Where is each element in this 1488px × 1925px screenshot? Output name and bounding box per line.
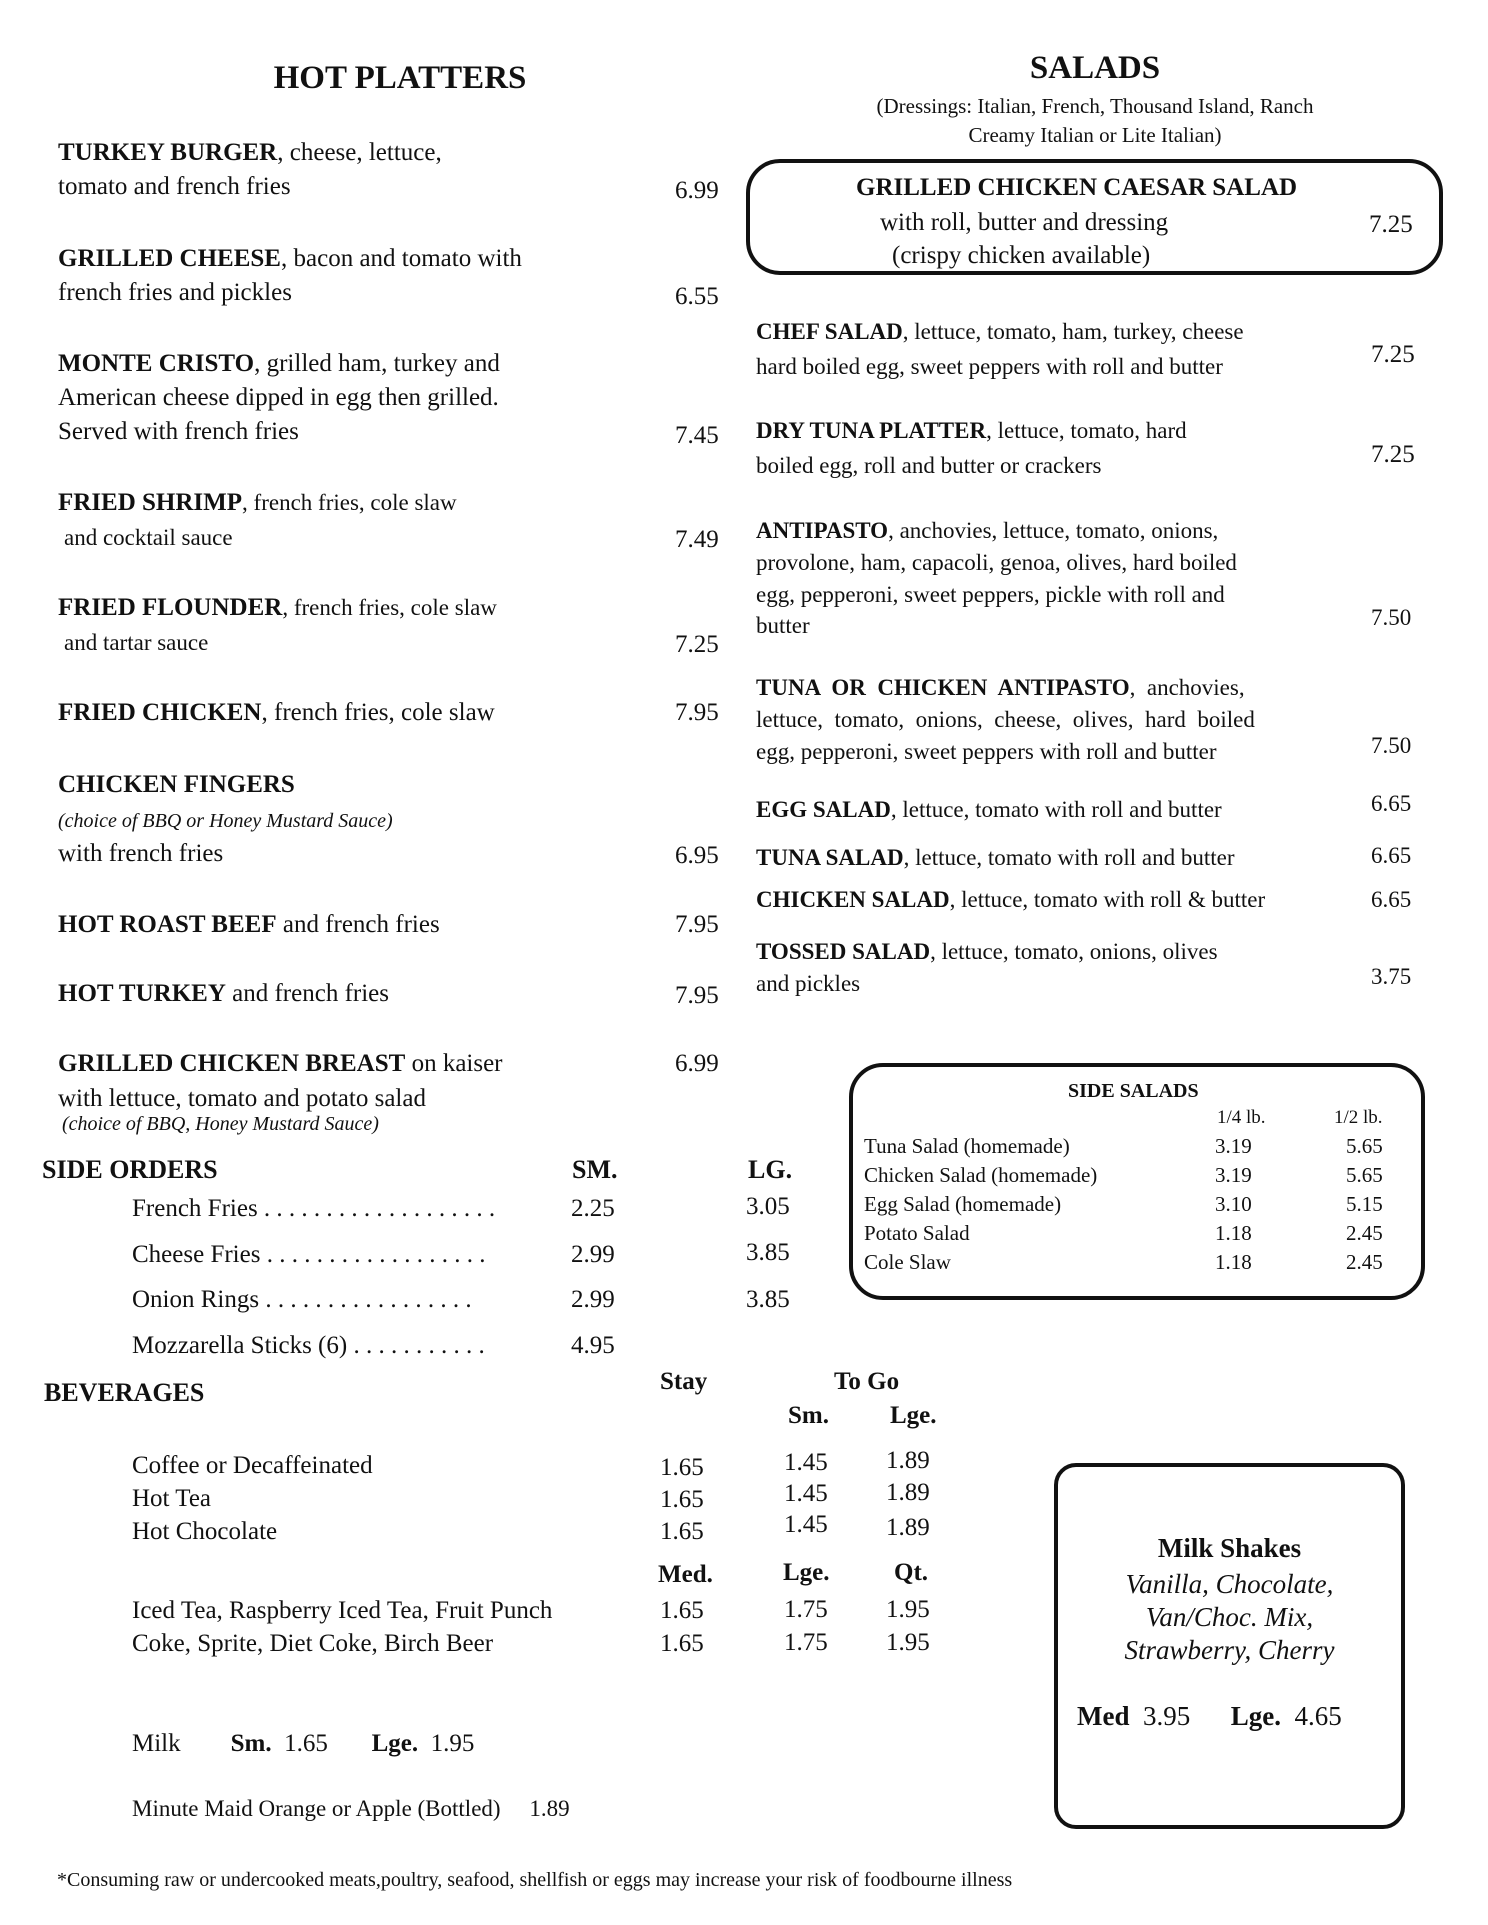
beverage-lge-price: 1.75	[784, 1596, 828, 1623]
beverages-lge-label: Lge.	[890, 1402, 937, 1429]
salad-item-desc: hard boiled egg, sweet peppers with roll and butter	[756, 354, 1223, 379]
salad-price: 3.75	[1371, 964, 1412, 989]
salad-price: 7.25	[1371, 441, 1415, 468]
menu-price: 7.45	[675, 422, 719, 449]
menu-price: 7.25	[675, 631, 719, 658]
salad-item: CHICKEN SALAD, lettuce, tomato with roll & butter	[756, 887, 1266, 912]
salad-item-desc: provolone, ham, capacoli, genoa, olives, hard boiled	[756, 550, 1237, 575]
beverage-stay-price: 1.65	[660, 1454, 704, 1481]
beverage-name: Iced Tea, Raspberry Iced Tea, Fruit Punch	[132, 1597, 553, 1624]
menu-item: GRILLED CHEESE, bacon and tomato with	[58, 245, 522, 272]
side-salad-half-price: 2.45	[1346, 1250, 1383, 1274]
milk-shakes-flavors: Van/Choc. Mix,	[1145, 1602, 1314, 1632]
side-salad-quarter-price: 1.18	[1215, 1221, 1252, 1245]
beverage-name: Coffee or Decaffeinated	[132, 1452, 373, 1479]
side-salad-name: Potato Salad	[864, 1221, 970, 1245]
beverage-name: Hot Chocolate	[132, 1518, 278, 1545]
salad-price: 7.25	[1371, 341, 1415, 368]
menu-item-desc: with french fries	[58, 840, 224, 867]
caesar-salad-name: GRILLED CHICKEN CAESAR SALAD	[856, 174, 1298, 201]
menu-item: CHICKEN FINGERS	[58, 771, 295, 798]
menu-item-desc: tomato and french fries	[58, 173, 291, 200]
salad-item-desc: egg, pepperoni, sweet peppers with roll and butter	[756, 739, 1217, 764]
salad-item-desc: egg, pepperoni, sweet peppers, pickle with roll and	[756, 582, 1225, 607]
side-order-name: Onion Rings . . . . . . . . . . . . . . . . .	[132, 1286, 472, 1313]
menu-item-note: (choice of BBQ, Honey Mustard Sauce)	[62, 1113, 379, 1135]
menu-item: FRIED SHRIMP, french fries, cole slaw	[58, 489, 457, 516]
salad-item: CHEF SALAD, lettuce, tomato, ham, turkey, cheese	[756, 319, 1244, 344]
beverage-name: Coke, Sprite, Diet Coke, Birch Beer	[132, 1630, 494, 1657]
hot-platters-heading: HOT PLATTERS	[273, 60, 527, 96]
beverage-sm-price: 1.45	[784, 1449, 828, 1476]
beverages-heading: BEVERAGES	[44, 1378, 205, 1407]
side-salad-quarter-price: 3.19	[1215, 1163, 1252, 1187]
menu-item-desc: Served with french fries	[58, 418, 299, 445]
beverage-name: Hot Tea	[132, 1485, 212, 1512]
caesar-salad-price: 7.25	[1369, 211, 1413, 238]
menu-item: FRIED CHICKEN, french fries, cole slaw	[58, 699, 495, 726]
milk-shakes-heading: Milk Shakes	[1157, 1533, 1302, 1563]
menu-item: TURKEY BURGER, cheese, lettuce,	[58, 139, 442, 166]
side-salad-half-price: 5.65	[1346, 1134, 1383, 1158]
beverage-lge-price: 1.89	[886, 1479, 930, 1506]
salad-item-desc: lettuce, tomato, onions, cheese, olives, hard boiled	[756, 707, 1255, 732]
side-salad-quarter-price: 1.18	[1215, 1250, 1252, 1274]
side-salad-name: Tuna Salad (homemade)	[864, 1134, 1070, 1158]
beverage-lge-price: 1.89	[886, 1447, 930, 1474]
salad-price: 7.50	[1371, 605, 1412, 630]
beverage-sm-price: 1.45	[784, 1511, 828, 1538]
menu-item: HOT ROAST BEEF and french fries	[58, 911, 440, 938]
side-orders-lg-label: LG.	[748, 1155, 793, 1184]
side-salad-half-price: 2.45	[1346, 1221, 1383, 1245]
salad-price: 6.65	[1371, 843, 1412, 868]
menu-item-desc: french fries and pickles	[58, 279, 292, 306]
salad-item: TUNA SALAD, lettuce, tomato with roll and butter	[756, 845, 1235, 870]
milk-shakes-prices: Med 3.95 Lge. 4.65	[1077, 1701, 1342, 1731]
menu-item: HOT TURKEY and french fries	[58, 980, 389, 1007]
dressings-line: Creamy Italian or Lite Italian)	[968, 123, 1222, 147]
side-order-sm-price: 2.25	[571, 1195, 615, 1222]
dressings-line: (Dressings: Italian, French, Thousand Island, Ranch	[876, 94, 1314, 118]
side-order-name: Mozzarella Sticks (6) . . . . . . . . . . .	[132, 1332, 485, 1359]
side-salad-quarter-price: 3.10	[1215, 1192, 1252, 1216]
footer-disclaimer: *Consuming raw or undercooked meats,poultry, seafood, shellfish or eggs may increase your risk of foodbourne illness	[57, 1869, 1013, 1891]
side-orders-heading: SIDE ORDERS	[42, 1155, 218, 1184]
side-salads-half-label: 1/2 lb.	[1334, 1107, 1383, 1128]
menu-item-note: (choice of BBQ or Honey Mustard Sauce)	[58, 810, 393, 832]
side-order-name: Cheese Fries . . . . . . . . . . . . . . . . . .	[132, 1241, 486, 1268]
side-order-lg-price: 3.85	[746, 1286, 790, 1313]
beverages-cold-lge-label: Lge.	[783, 1559, 830, 1586]
caesar-salad-note: (crispy chicken available)	[892, 242, 1151, 269]
menu-price: 7.95	[675, 982, 719, 1009]
side-salads-heading: SIDE SALADS	[1068, 1080, 1199, 1102]
menu-price: 7.95	[675, 699, 719, 726]
side-order-sm-price: 2.99	[571, 1241, 615, 1268]
salad-price: 6.65	[1371, 791, 1412, 816]
side-salad-half-price: 5.15	[1346, 1192, 1383, 1216]
milk-line: Milk Sm. 1.65 Lge. 1.95	[132, 1730, 475, 1757]
beverage-stay-price: 1.65	[660, 1518, 704, 1545]
salad-item-desc: and pickles	[756, 971, 861, 996]
caesar-salad-desc: with roll, butter and dressing	[880, 209, 1169, 236]
beverage-qt-price: 1.95	[886, 1596, 930, 1623]
beverage-stay-price: 1.65	[660, 1486, 704, 1513]
beverages-sm-label: Sm.	[788, 1402, 829, 1429]
side-salad-name: Egg Salad (homemade)	[864, 1192, 1062, 1216]
beverages-qt-label: Qt.	[894, 1559, 929, 1586]
side-salads-quarter-label: 1/4 lb.	[1217, 1107, 1266, 1128]
side-order-name: French Fries . . . . . . . . . . . . . . . . . . .	[132, 1195, 496, 1222]
menu-price: 7.95	[675, 911, 719, 938]
beverage-med-price: 1.65	[660, 1597, 704, 1624]
beverages-med-label: Med.	[658, 1561, 713, 1588]
menu-price: 6.99	[675, 177, 719, 204]
beverage-lge-price: 1.89	[886, 1514, 930, 1541]
milk-shakes-flavors: Strawberry, Cherry	[1124, 1635, 1335, 1665]
beverage-med-price: 1.65	[660, 1630, 704, 1657]
menu-price: 6.99	[675, 1050, 719, 1077]
beverage-sm-price: 1.45	[784, 1480, 828, 1507]
salad-item: DRY TUNA PLATTER, lettuce, tomato, hard	[756, 418, 1187, 443]
salad-item: ANTIPASTO, anchovies, lettuce, tomato, onions,	[756, 518, 1219, 543]
menu-item-desc: and cocktail sauce	[64, 525, 233, 550]
side-orders-sm-label: SM.	[572, 1155, 618, 1184]
menu-item-desc: and tartar sauce	[64, 630, 209, 655]
side-salad-name: Cole Slaw	[864, 1250, 951, 1274]
menu-price: 6.55	[675, 283, 719, 310]
menu-item: MONTE CRISTO, grilled ham, turkey and	[58, 350, 500, 377]
salad-price: 7.50	[1371, 733, 1412, 758]
side-order-sm-price: 2.99	[571, 1286, 615, 1313]
side-order-sm-price: 4.95	[571, 1332, 615, 1359]
salad-price: 6.65	[1371, 887, 1412, 912]
salad-item: EGG SALAD, lettuce, tomato with roll and butter	[756, 797, 1222, 822]
menu-item: FRIED FLOUNDER, french fries, cole slaw	[58, 594, 497, 621]
menu-item: GRILLED CHICKEN BREAST on kaiser	[58, 1050, 503, 1077]
menu-price: 7.49	[675, 526, 719, 553]
salad-item: TOSSED SALAD, lettuce, tomato, onions, olives	[756, 939, 1218, 964]
side-salad-name: Chicken Salad (homemade)	[864, 1163, 1098, 1187]
menu-item-desc: American cheese dipped in egg then grilled.	[58, 384, 499, 411]
side-order-lg-price: 3.05	[746, 1193, 790, 1220]
salad-item: TUNA OR CHICKEN ANTIPASTO, anchovies,	[756, 675, 1245, 700]
salads-heading: SALADS	[1029, 50, 1161, 86]
menu-item-desc: with lettuce, tomato and potato salad	[58, 1085, 426, 1112]
side-salad-half-price: 5.65	[1346, 1163, 1383, 1187]
beverage-lge-price: 1.75	[784, 1629, 828, 1656]
side-salad-quarter-price: 3.19	[1215, 1134, 1252, 1158]
juice-line: Minute Maid Orange or Apple (Bottled) 1.89	[132, 1796, 570, 1821]
beverages-stay-label: Stay	[660, 1368, 708, 1395]
side-order-lg-price: 3.85	[746, 1239, 790, 1266]
milk-shakes-flavors: Vanilla, Chocolate,	[1125, 1569, 1334, 1599]
beverage-qt-price: 1.95	[886, 1629, 930, 1656]
menu-price: 6.95	[675, 842, 719, 869]
salad-item-desc: butter	[756, 613, 810, 638]
salad-item-desc: boiled egg, roll and butter or crackers	[756, 453, 1102, 478]
beverages-to-go-label: To Go	[834, 1368, 900, 1395]
